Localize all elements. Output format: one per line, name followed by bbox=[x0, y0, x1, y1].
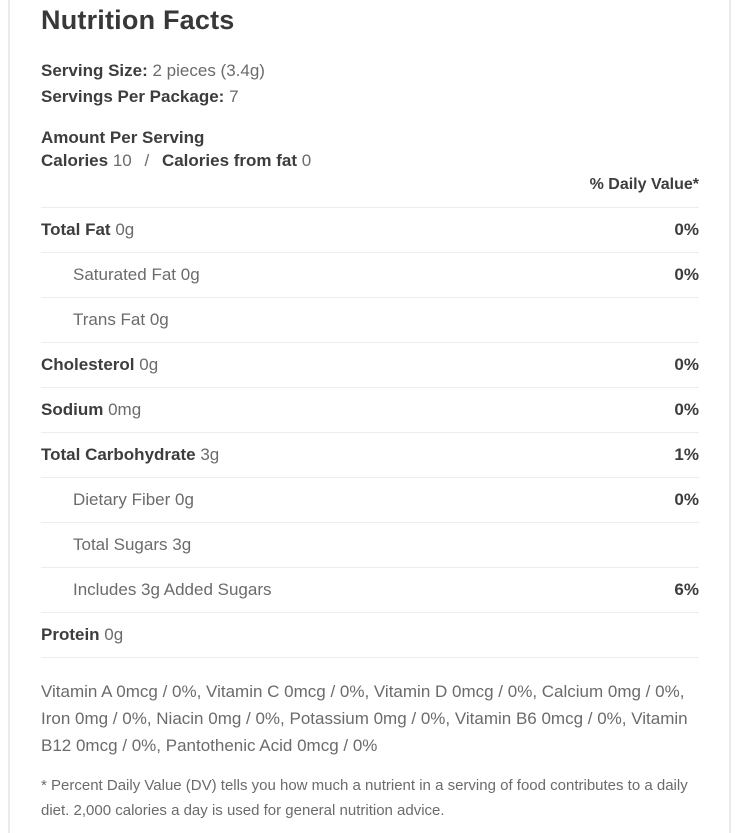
nutrient-name-and-amount bbox=[41, 580, 271, 600]
nutrient-daily-value: 1% bbox=[674, 445, 699, 464]
nutrient-amount: 3g bbox=[172, 535, 192, 554]
nutrient-table bbox=[41, 208, 699, 658]
nutrient-daily-value: 6% bbox=[674, 580, 699, 599]
nutrient-name: Protein bbox=[41, 625, 100, 644]
nutrient-name: Cholesterol bbox=[41, 355, 135, 374]
calories-line bbox=[41, 149, 699, 172]
nutrient-name-and-amount bbox=[41, 625, 123, 645]
nutrient-name: Trans Fat bbox=[73, 310, 146, 329]
amount-per-serving-block bbox=[41, 126, 699, 172]
nutrient-row-total-fat bbox=[41, 208, 699, 253]
footnote-text: * Percent Daily Value (DV) tells you how much a nutrient in a serving of food contributes to a daily diet. 2,000 calories a day is used for general nutrition advice. bbox=[41, 777, 688, 819]
vitamins-text: Vitamin A 0mcg / 0%, Vitamin C 0mcg / 0%, Vitamin D 0mcg / 0%, Calcium 0mg / 0%, Iron 0mg / 0%, Niacin 0mg / 0%, Potassium 0mg / 0%, Vitamin B6 0mcg / 0%, Vitamin B12 0mcg / 0%, Pantothenic Acid 0mcg / 0% bbox=[41, 682, 688, 755]
servings-per-package-label: Servings Per Package: bbox=[41, 87, 225, 106]
nutrient-row-cholesterol bbox=[41, 343, 699, 388]
servings-per-package-line bbox=[41, 84, 699, 110]
nutrient-row-saturated-fat bbox=[41, 253, 699, 298]
amount-per-serving-heading: Amount Per Serving bbox=[41, 128, 205, 147]
nutrient-name-and-amount bbox=[41, 445, 219, 465]
calories-separator: / bbox=[144, 151, 150, 170]
nutrient-row-added-sugars bbox=[41, 568, 699, 613]
nutrient-name-and-amount bbox=[41, 400, 141, 420]
nutrient-daily-value: 0% bbox=[674, 265, 699, 284]
nutrient-name: Total Fat bbox=[41, 220, 111, 239]
nutrient-daily-value: 0% bbox=[674, 490, 699, 509]
serving-size-label: Serving Size: bbox=[41, 61, 148, 80]
nutrient-row-trans-fat bbox=[41, 298, 699, 343]
serving-size-value: 2 pieces (3.4g) bbox=[152, 61, 265, 80]
serving-info bbox=[41, 58, 699, 110]
nutrient-name-and-amount bbox=[41, 355, 158, 375]
servings-per-package-value: 7 bbox=[229, 87, 239, 106]
nutrient-name: Includes 3g Added Sugars bbox=[73, 580, 272, 599]
calories-from-fat-label: Calories from fat bbox=[161, 151, 298, 170]
nutrient-row-dietary-fiber bbox=[41, 478, 699, 523]
nutrient-row-sodium bbox=[41, 388, 699, 433]
nutrient-amount: 0g bbox=[180, 265, 200, 284]
nutrient-name-and-amount bbox=[41, 490, 194, 510]
nutrient-name-and-amount bbox=[41, 220, 134, 240]
calories-label: Calories bbox=[41, 151, 109, 170]
nutrient-row-total-carbohydrate bbox=[41, 433, 699, 478]
daily-value-header: % Daily Value* bbox=[41, 175, 699, 208]
nutrient-daily-value: 0% bbox=[674, 355, 699, 374]
nutrient-daily-value: 0% bbox=[674, 400, 699, 419]
nutrient-name: Sodium bbox=[41, 400, 104, 419]
panel-title: Nutrition Facts bbox=[41, 5, 235, 35]
nutrient-name-and-amount bbox=[41, 265, 200, 285]
nutrient-name: Total Carbohydrate bbox=[41, 445, 196, 464]
nutrient-row-total-sugars bbox=[41, 523, 699, 568]
nutrient-name-and-amount bbox=[41, 535, 191, 555]
nutrient-amount: 0g bbox=[139, 355, 159, 374]
nutrient-amount: 0g bbox=[149, 310, 169, 329]
nutrient-amount: 3g bbox=[200, 445, 220, 464]
nutrient-amount: 0g bbox=[175, 490, 194, 509]
nutrient-amount: 0g bbox=[115, 220, 135, 239]
nutrient-name-and-amount bbox=[41, 310, 169, 330]
nutrient-name: Dietary Fiber bbox=[73, 490, 171, 509]
nutrient-name: Total Sugars bbox=[73, 535, 168, 554]
serving-size-line bbox=[41, 58, 699, 84]
calories-value: 10 bbox=[112, 151, 132, 170]
nutrient-amount: 0g bbox=[104, 625, 124, 644]
calories-from-fat-value: 0 bbox=[301, 151, 312, 170]
nutrient-amount: 0mg bbox=[108, 400, 142, 419]
nutrition-facts-panel bbox=[8, 0, 731, 833]
nutrient-row-protein bbox=[41, 613, 699, 658]
nutrient-daily-value: 0% bbox=[674, 220, 699, 239]
nutrient-name: Saturated Fat bbox=[73, 265, 177, 284]
